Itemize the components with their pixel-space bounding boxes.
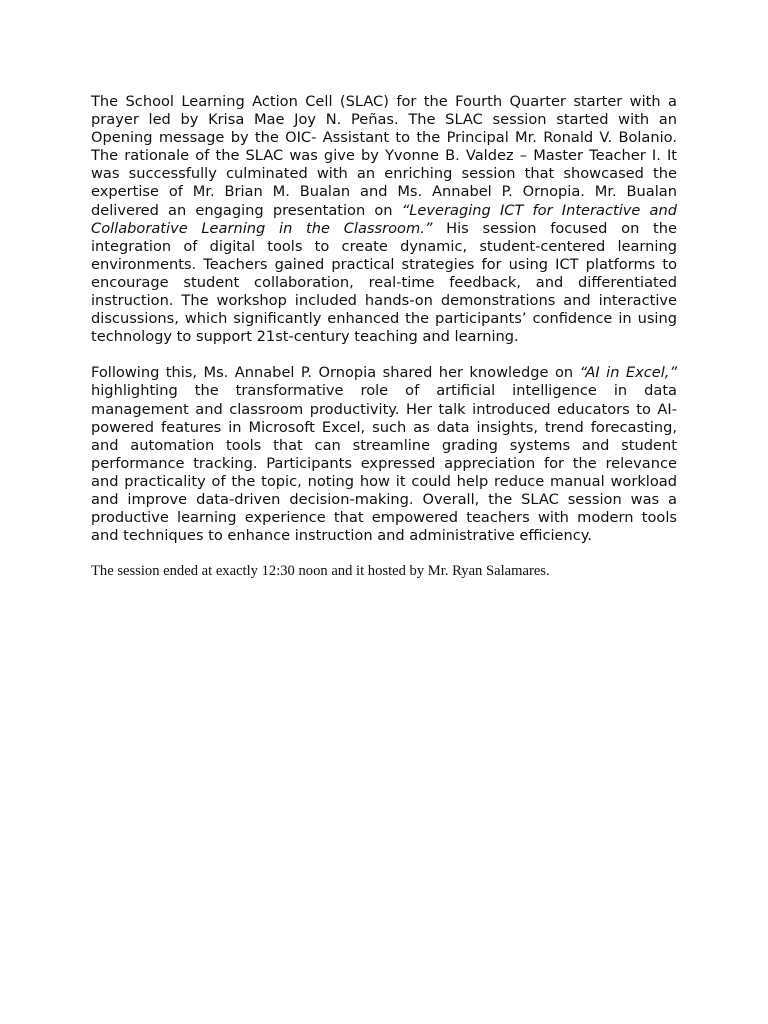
paragraph-2-text-start: Following this, Ms. Annabel P. Ornopia shared her knowledge on — [91, 364, 580, 382]
closing-line: The session ended at exactly 12:30 noon and it hosted by Mr. Ryan Salamares. — [91, 563, 550, 580]
document-body — [91, 93, 677, 580]
paragraph-1-text-end: His session focused on the integration of digital tools to create dynamic, student-centered learning environments. Teachers gained practical strategies for using ICT platforms to encourage student collaboration, real-time feedback, and differentiated instruction. The workshop included hands-on demonstrations and interactive discussions, which significantly enhanced the participants’ confidence in using technology to support 21st-century teaching and learning. — [91, 219, 678, 346]
paragraph-2 — [91, 364, 677, 545]
paragraph-2-text-end: highlighting the transformative role of artificial intelligence in data management and classroom productivity. Her talk introduced educators to AI-powered features in Microsoft Excel, such as data insights, trend forecasting, and automation tools that can streamline grading systems and student performance tracking. Participants expressed appreciation for the relevance and practicality of the topic, noting how it could help reduce manual workload and improve data-driven decision-making. Overall, the SLAC session was a productive learning experience that empowered teachers with modern tools and techniques to enhance instruction and administrative efficiency. — [91, 382, 677, 545]
paragraph-1-text-start: The School Learning Action Cell (SLAC) for the Fourth Quarter starter with a prayer led by Krisa Mae Joy N. Peñas. The SLAC session started with an Opening message by the OIC- Assistant to the Principal Mr. Ronald V. Bolanio. The rationale of the SLAC was give by Yvonne B. Valdez – Master Teacher I. It was successfully culminated with an enriching session that showcased the expertise of Mr. Brian M. Bualan and Ms. Annabel P. Ornopia. Mr. Bualan delivered an engaging presentation on — [91, 93, 677, 219]
paragraph-1-session-title: “Leveraging ICT for Interactive and Collaborative Learning in the Classroom.” — [91, 201, 677, 237]
paragraph-1 — [91, 93, 677, 346]
paragraph-2-session-title: “AI in Excel,” — [579, 364, 677, 382]
